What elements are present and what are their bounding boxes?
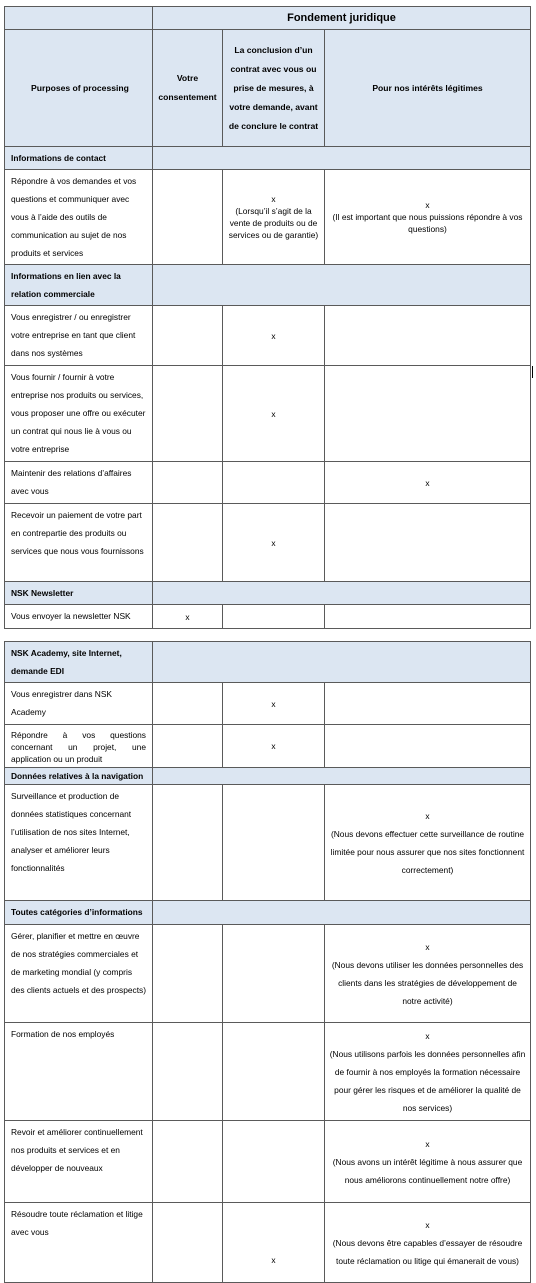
purpose-cell: Surveillance et production de données statistiques concernant l’utilisation de nos sites Internet, analyser et améliorer leurs fonctionnalités bbox=[5, 785, 153, 901]
header-empty-corner bbox=[5, 7, 153, 30]
consent-cell: x bbox=[153, 605, 223, 629]
purpose-cell: Gérer, planifier et mettre en œuvre de nos stratégies commerciales et de marketing mondial (y compris des clients actuels et des prospects) bbox=[5, 925, 153, 1023]
consent-cell bbox=[153, 785, 223, 901]
purpose-cell: Vous enregistrer / ou enregistrer votre entreprise en tant que client dans nos systèmes bbox=[5, 306, 153, 366]
section-row-newsletter bbox=[5, 582, 531, 605]
section-row-academy bbox=[5, 642, 531, 683]
contract-cell: x bbox=[223, 366, 325, 462]
contract-cell: x bbox=[223, 725, 325, 768]
consent-cell bbox=[153, 683, 223, 725]
section-row-all bbox=[5, 901, 531, 925]
purposes-heading: Purposes of processing bbox=[5, 30, 153, 147]
purpose-cell: Revoir et améliorer continuellement nos produits et services et en développer de nouveaux bbox=[5, 1121, 153, 1203]
legitimate-note: (Nous devons être capables d’essayer de résoudre toute réclamation ou litige qui émanerait de vous) bbox=[332, 1237, 523, 1266]
contract-heading: La conclusion d’un contrat avec vous ou prise de mesures, à votre demande, avant de conclure le contrat bbox=[223, 30, 325, 147]
consent-cell bbox=[153, 170, 223, 265]
consent-cell bbox=[153, 725, 223, 768]
header-row-top bbox=[5, 7, 531, 30]
spacer-row bbox=[5, 629, 531, 642]
purpose-cell: Recevoir un paiement de votre part en contrepartie des produits ou services que nous vous fournissons bbox=[5, 504, 153, 582]
contract-cell: x bbox=[223, 683, 325, 725]
legitimate-cell bbox=[325, 1121, 531, 1203]
purpose-cell: Formation de nos employés bbox=[5, 1023, 153, 1121]
legitimate-cell bbox=[325, 306, 531, 366]
legitimate-mark: x bbox=[425, 1030, 430, 1041]
contract-cell bbox=[223, 170, 325, 265]
section-title-academy: NSK Academy, site Internet, demande EDI bbox=[5, 642, 153, 683]
contract-cell: x bbox=[223, 1203, 325, 1283]
legitimate-note: (Il est important que nous puissions répondre à vos questions) bbox=[332, 212, 523, 234]
legitimate-cell bbox=[325, 1023, 531, 1121]
purpose-cell: Résoudre toute réclamation et litige avec vous bbox=[5, 1203, 153, 1283]
consent-heading: Votre consentement bbox=[153, 30, 223, 147]
legitimate-cell bbox=[325, 605, 531, 629]
legitimate-note: (Nous avons un intérêt légitime à nous assurer que nous améliorons continuellement notre offre) bbox=[332, 1156, 523, 1185]
section-row-contact bbox=[5, 147, 531, 170]
contract-cell bbox=[223, 785, 325, 901]
consent-cell bbox=[153, 925, 223, 1023]
legitimate-cell bbox=[325, 683, 531, 725]
contract-cell bbox=[223, 1023, 325, 1121]
contract-cell bbox=[223, 605, 325, 629]
contract-cell: x bbox=[223, 504, 325, 582]
legitimate-cell bbox=[325, 1203, 531, 1283]
legitimate-cell bbox=[325, 785, 531, 901]
legitimate-mark: x bbox=[425, 200, 430, 210]
purpose-cell: Vous enregistrer dans NSK Academy bbox=[5, 683, 153, 725]
section-title-commercial: Informations en lien avec la relation commerciale bbox=[5, 265, 153, 306]
legitimate-cell: x bbox=[325, 462, 531, 504]
consent-cell bbox=[153, 504, 223, 582]
table-row bbox=[5, 785, 531, 901]
legitimate-cell bbox=[325, 366, 531, 462]
contract-mark: x bbox=[271, 194, 276, 204]
legitimate-note: (Nous devons utiliser les données personnelles des clients dans les stratégies de développement de notre activité) bbox=[331, 959, 524, 1006]
section-row-commercial bbox=[5, 265, 531, 306]
section-title-navigation: Données relatives à la navigation bbox=[5, 768, 153, 785]
legitimate-note: (Nous devons effectuer cette surveillance de routine limitée pour nous assurer que nos sites fonctionnent correctement) bbox=[330, 828, 525, 875]
legitimate-mark: x bbox=[425, 1219, 430, 1230]
contract-cell: x bbox=[223, 306, 325, 366]
table-row bbox=[5, 170, 531, 265]
contract-cell bbox=[223, 462, 325, 504]
table-row bbox=[5, 366, 531, 462]
table-row bbox=[5, 1121, 531, 1203]
table-row bbox=[5, 462, 531, 504]
table-row bbox=[5, 504, 531, 582]
legitimate-cell bbox=[325, 725, 531, 768]
legitimate-note: (Nous utilisons parfois les données personnelles afin de fournir à nos employés la formation nécessaire pour gérer les risques et de améliorer la qualité de nos services) bbox=[329, 1048, 526, 1113]
legitimate-cell bbox=[325, 504, 531, 582]
legitimate-mark: x bbox=[425, 1138, 430, 1149]
contract-note: (Lorsqu’il s’agit de la vente de produits ou de services ou de garantie) bbox=[228, 206, 319, 240]
table-row bbox=[5, 1203, 531, 1283]
purpose-cell: Vous fournir / fournir à votre entreprise nos produits ou services, vous proposer une offre ou exécuter un contrat qui nous lie à vous ou votre entreprise bbox=[5, 366, 153, 462]
purpose-cell: Vous envoyer la newsletter NSK bbox=[5, 605, 153, 629]
header-row-columns bbox=[5, 30, 531, 147]
contract-cell bbox=[223, 925, 325, 1023]
contract-cell bbox=[223, 1121, 325, 1203]
table-row bbox=[5, 683, 531, 725]
purpose-cell: Répondre à vos demandes et vos questions et communiquer avec vous à l’aide des outils de communication au sujet de nos produits et services bbox=[5, 170, 153, 265]
legitimate-cell bbox=[325, 170, 531, 265]
legitimate-cell bbox=[325, 925, 531, 1023]
consent-cell bbox=[153, 462, 223, 504]
table-row bbox=[5, 605, 531, 629]
section-title-contact: Informations de contact bbox=[5, 147, 153, 170]
legal-basis-table bbox=[4, 6, 531, 1283]
table-row bbox=[5, 725, 531, 768]
consent-cell bbox=[153, 1203, 223, 1283]
consent-cell bbox=[153, 1023, 223, 1121]
text-cursor bbox=[532, 366, 533, 378]
legitimate-interest-heading: Pour nos intérêts légitimes bbox=[325, 30, 531, 147]
consent-cell bbox=[153, 306, 223, 366]
section-row-navigation bbox=[5, 768, 531, 785]
consent-cell bbox=[153, 366, 223, 462]
legitimate-mark: x bbox=[425, 941, 430, 952]
legitimate-mark: x bbox=[425, 810, 430, 821]
section-title-all: Toutes catégories d’informations bbox=[5, 901, 153, 925]
legal-basis-heading: Fondement juridique bbox=[153, 7, 531, 30]
section-title-newsletter: NSK Newsletter bbox=[5, 582, 153, 605]
purpose-cell: Répondre à vos questions concernant un projet, une application ou un produit bbox=[5, 725, 153, 768]
purpose-cell: Maintenir des relations d’affaires avec vous bbox=[5, 462, 153, 504]
table-row bbox=[5, 306, 531, 366]
table-row bbox=[5, 925, 531, 1023]
table-row bbox=[5, 1023, 531, 1121]
consent-cell bbox=[153, 1121, 223, 1203]
